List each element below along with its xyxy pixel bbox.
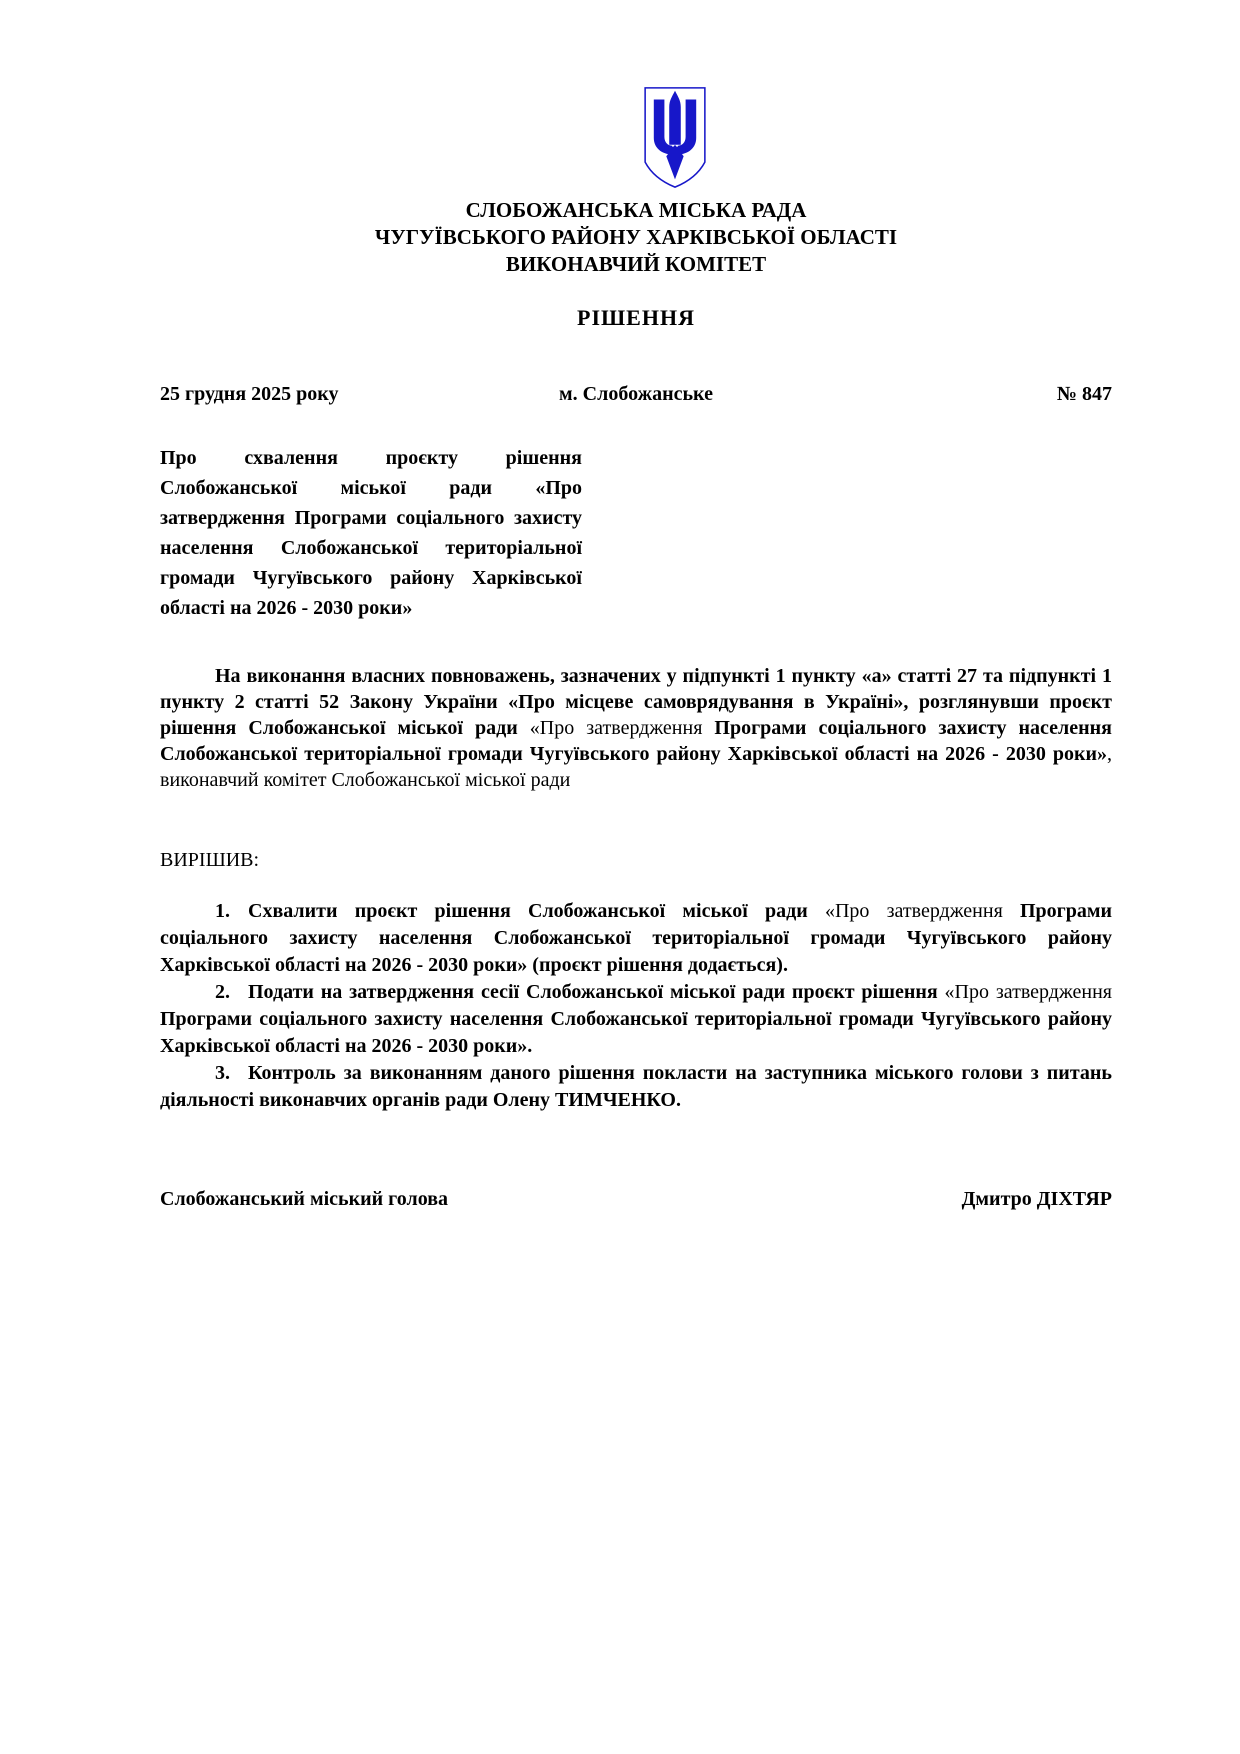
resolved-label: ВИРІШИВ: (160, 849, 260, 871)
org-name-line3: ВИКОНАВЧИЙ КОМІТЕТ (505, 252, 767, 276)
signer-name: Дмитро ДІХТЯР (961, 1188, 1112, 1210)
text-segment: «Про затвердження (824, 900, 1020, 922)
item-number: 1. (215, 900, 230, 922)
text-segment: «Про затвердження (944, 981, 1112, 1003)
document-date: 25 грудня 2025 року (160, 383, 339, 405)
text-segment: Програми соціального захисту населення Слобожанської територіальної громади Чугуївського району Харківської області на 2026 - 2030 роки» (160, 717, 1112, 765)
preamble-paragraph (160, 663, 1112, 793)
item-text (160, 1062, 1112, 1111)
document-number: № 847 (1056, 383, 1112, 405)
text-segment: Подати на затвердження сесії Слобожанської міської ради проєкт рішення (248, 981, 945, 1003)
item-number: 3. (215, 1062, 230, 1084)
item-number: 2. (215, 981, 230, 1003)
text-segment: На виконання власних повноважень, зазначених у підпункті 1 пункту «а» статті 27 та підпункті 1 пункту 2 статті 52 Закону України «Про місцеве самоврядування в Україні», розглянувши проєкт рішення Слобожанської міської ради (160, 665, 1112, 739)
document-type-title: РІШЕННЯ (577, 305, 695, 330)
text-segment: Програми соціального захисту населення Слобожанської територіальної громади Чугуївського району Харківської області на 2026 - 2030 роки». (160, 1008, 1112, 1057)
subject-block: Про схвалення проєкту рішення Слобожанської міської ради «Про затвердження Програми соціального захисту населення Слобожанської територіальної громади Чугуївського району Харківської області на 2026 - 2030 роки» (160, 447, 582, 619)
resolution-item-1 (160, 898, 1112, 979)
document-place: м. Слобожанське (559, 383, 713, 405)
org-name-line2: ЧУГУЇВСЬКОГО РАЙОНУ ХАРКІВСЬКОЇ ОБЛАСТІ (374, 225, 898, 249)
text-segment: «Про затвердження (529, 717, 715, 739)
trident-emblem (639, 85, 711, 191)
text-segment: Контроль за виконанням даного рішення покласти на заступника міського голови з питань діяльності виконавчих органів ради Олену ТИМЧЕНКО. (160, 1062, 1112, 1111)
org-name-line1: СЛОБОЖАНСЬКА МІСЬКА РАДА (465, 198, 807, 222)
text-segment: Програми соціального захисту населення Слобожанської територіальної громади Чугуївського району Харківської області на 2026 - 2030 роки» (проєкт рішення додається). (160, 900, 1112, 976)
signer-title: Слобожанський міський голова (160, 1188, 448, 1210)
item-text (160, 900, 1112, 976)
text-segment: Схвалити проєкт рішення Слобожанської міської ради (248, 900, 825, 922)
resolution-items (160, 898, 1112, 1114)
resolution-item-2 (160, 979, 1112, 1060)
item-text (160, 981, 1112, 1057)
text-segment: , виконавчий комітет Слобожанської міської ради (160, 743, 1112, 791)
meta-row (160, 381, 1112, 407)
issuing-authority (160, 197, 1112, 278)
trident-of-ukraine-icon (639, 85, 711, 191)
resolution-item-3 (160, 1060, 1112, 1114)
signature-row (160, 1186, 1112, 1212)
